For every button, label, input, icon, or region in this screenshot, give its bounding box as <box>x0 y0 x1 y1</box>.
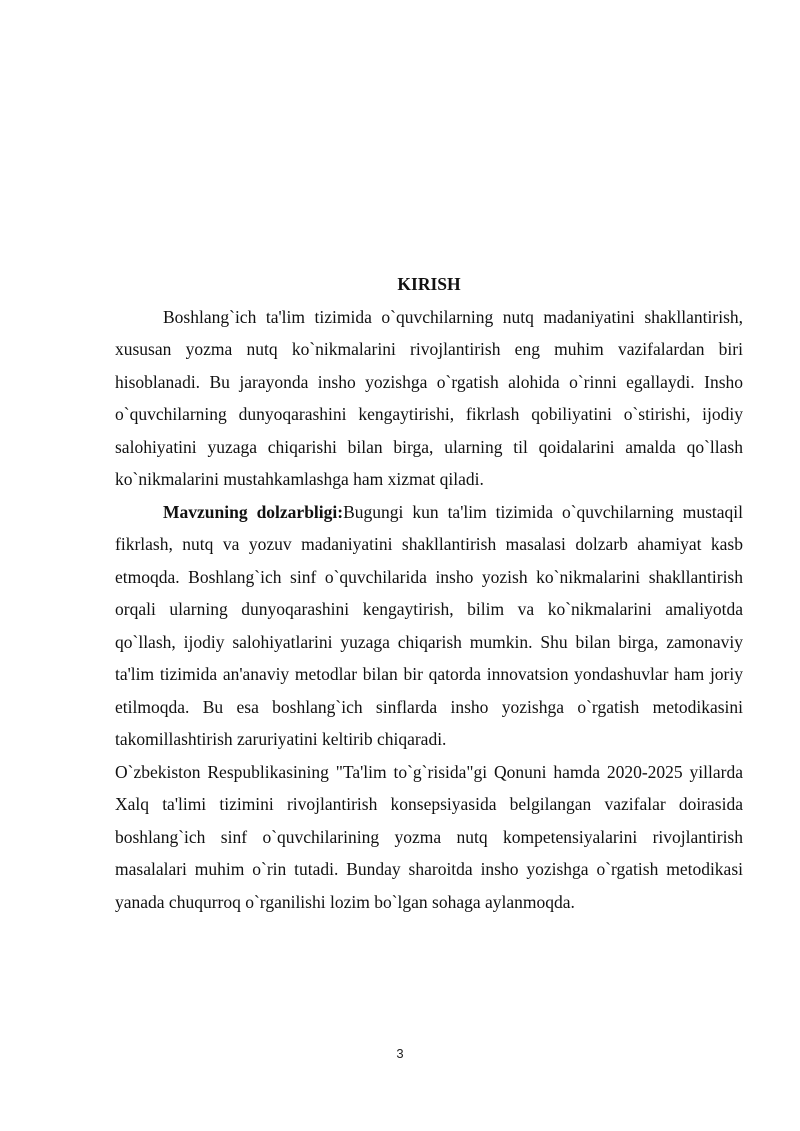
paragraph-text: Bugungi kun ta'lim tizimida o`quvchilarning mustaqil fikrlash, nutq va yozuv madaniyatini shakllantirish masalasi dolzarb ahamiyat kasb etmoqda. Boshlang`ich sinf o`quvchilarida insho yozish ko`nikmalarini shakllantirish orqali ularning dunyoqarashini kengaytirish, bilim va ko`nikmalarini amaliyotda qo`llash, ijodiy salohiyatlarini yuzaga chiqarish mumkin. Shu bilan birga, zamonaviy ta'lim tizimida an'anaviy metodlar bilan bir qatorda innovatsion yondashuvlar ham joriy etilmoqda. Bu esa boshlang`ich sinflarda insho yozishga o`rgatish metodikasini takomillashtirish zaruriyatini keltirib chiqaradi. <box>115 501 743 749</box>
intro-paragraph <box>115 301 743 496</box>
paragraph-lead: Mavzuning dolzarbligi: <box>163 501 344 522</box>
paragraph-text: Boshlang`ich ta'lim tizimida o`quvchilarning nutq madaniyatini shakllantirish, xususan yozma nutq ko`nikmalarini rivojlantirish eng muhim vazifalardan biri hisoblanadi. Bu jarayonda insho yozishga o`rgatish alohida o`rinni egallaydi. Insho o`quvchilarning dunyoqarashini kengaytirishi, fikrlash qobiliyatini o`stirishi, ijodiy salohiyatini yuzaga chiqarishi bilan birga, ularning til qoidalarini amalda qo`llash ko`nikmalarini mustahkamlashga ham xizmat qiladi. <box>115 306 743 489</box>
paragraph-text: O`zbekiston Respublikasining "Ta'lim to`g`risida"gi Qonuni hamda 2020-2025 yillarda Xalq ta'limi tizimini rivojlantirish konsepsiyasida belgilangan vazifalar doirasida boshlang`ich sinf o`quvchilarining yozma nutq kompetensiyalarini rivojlantirish masalalari muhim o`rin tutadi. Bunday sharoitda insho yozishga o`rgatish metodikasi yanada chuqurroq o`rganilishi lozim bo`lgan sohaga aylanmoqda. <box>115 761 743 912</box>
section-heading: KIRISH <box>397 274 461 294</box>
legal-paragraph <box>115 756 743 919</box>
relevance-paragraph <box>115 496 743 756</box>
page-content <box>115 268 743 918</box>
page-number: 3 <box>396 1046 404 1061</box>
